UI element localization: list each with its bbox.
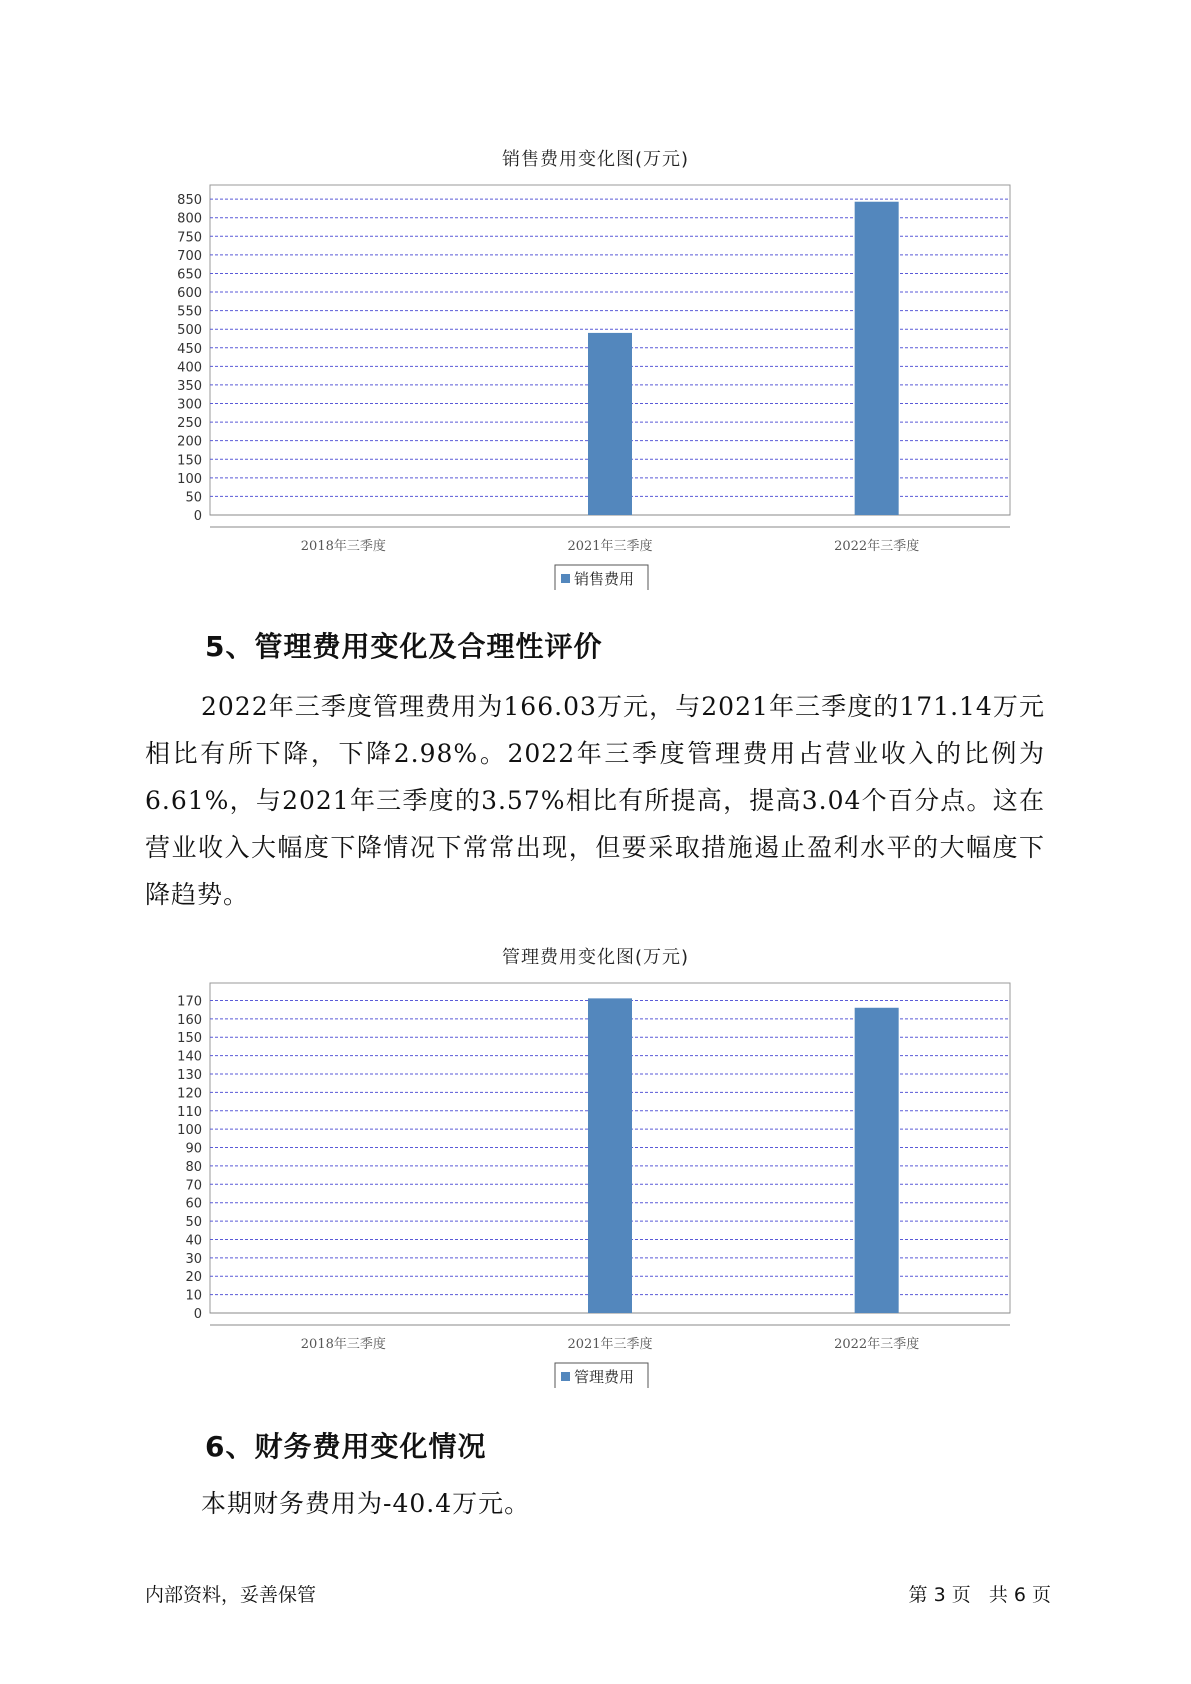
- section-6-heading: 6、财务费用变化情况: [205, 1430, 487, 1463]
- y-tick-label: 50: [185, 490, 202, 506]
- bar: [588, 998, 632, 1313]
- y-tick-label: 0: [193, 509, 202, 524]
- y-tick-label: 20: [185, 1270, 202, 1286]
- bar: [855, 202, 899, 515]
- y-tick-label: 500: [177, 323, 202, 339]
- section-5-paragraph: 2022年三季度管理费用为166.03万元，与2021年三季度的171.14万元相比有所下降，下降2.98%。2022年三季度管理费用占营业收入的比例为6.61%，与2021年三季度的3.57%相比有所提高，提高3.04个百分点。这在营业收入大幅度下降情况下常常出现，但要采取措施遏止盈利水平的大幅度下降趋势。: [145, 692, 1045, 909]
- y-tick-label: 300: [177, 397, 202, 413]
- y-tick-label: 70: [185, 1178, 202, 1194]
- y-tick-label: 60: [185, 1196, 202, 1212]
- y-tick-label: 150: [177, 453, 202, 469]
- section-6-paragraph: 本期财务费用为-40.4万元。: [201, 1489, 531, 1518]
- y-tick-label: 170: [177, 994, 202, 1010]
- y-tick-label: 100: [177, 1123, 202, 1139]
- y-tick-label: 850: [177, 193, 202, 209]
- x-tick-label: 2022年三季度: [834, 1337, 920, 1352]
- section-5-heading: 5、管理费用变化及合理性评价: [205, 630, 603, 663]
- bar: [588, 333, 632, 515]
- y-tick-label: 250: [177, 416, 202, 432]
- y-tick-label: 40: [185, 1233, 202, 1249]
- legend-swatch: [561, 574, 570, 583]
- y-tick-label: 160: [177, 1012, 202, 1028]
- y-tick-label: 700: [177, 248, 202, 264]
- y-tick-label: 400: [177, 360, 202, 376]
- chart-1-title: 销售费用变化图(万元): [501, 149, 690, 170]
- y-tick-label: 50: [185, 1215, 202, 1231]
- y-tick-label: 750: [177, 230, 202, 246]
- y-tick-label: 350: [177, 378, 202, 394]
- footer-confidential-note: 内部资料，妥善保管: [145, 1584, 317, 1606]
- y-tick-label: 10: [185, 1288, 202, 1304]
- y-tick-label: 0: [193, 1307, 202, 1322]
- admin-expense-chart: [0, 968, 1191, 1388]
- sales-expense-chart: [0, 170, 1191, 590]
- y-tick-label: 100: [177, 471, 202, 487]
- footer-page-number: 第 3 页 共 6 页: [908, 1584, 1051, 1606]
- y-tick-label: 110: [177, 1104, 202, 1120]
- legend-swatch: [561, 1372, 570, 1381]
- x-tick-label: 2021年三季度: [567, 539, 653, 554]
- x-tick-label: 2022年三季度: [834, 539, 920, 554]
- bar: [855, 1008, 899, 1313]
- y-tick-label: 140: [177, 1049, 202, 1065]
- y-tick-label: 80: [185, 1159, 202, 1175]
- y-tick-label: 90: [185, 1141, 202, 1157]
- y-tick-label: 120: [177, 1086, 202, 1102]
- y-tick-label: 450: [177, 341, 202, 357]
- x-tick-label: 2021年三季度: [567, 1337, 653, 1352]
- x-tick-label: 2018年三季度: [300, 539, 386, 554]
- y-tick-label: 130: [177, 1068, 202, 1084]
- y-tick-label: 30: [185, 1251, 202, 1267]
- legend-label: 销售费用: [574, 570, 635, 588]
- chart-2-title: 管理费用变化图(万元): [501, 947, 690, 968]
- y-tick-label: 800: [177, 211, 202, 227]
- y-tick-label: 650: [177, 267, 202, 283]
- legend-label: 管理费用: [574, 1368, 635, 1386]
- y-tick-label: 600: [177, 286, 202, 302]
- x-tick-label: 2018年三季度: [300, 1337, 386, 1352]
- y-tick-label: 550: [177, 304, 202, 320]
- y-tick-label: 150: [177, 1031, 202, 1047]
- y-tick-label: 200: [177, 434, 202, 450]
